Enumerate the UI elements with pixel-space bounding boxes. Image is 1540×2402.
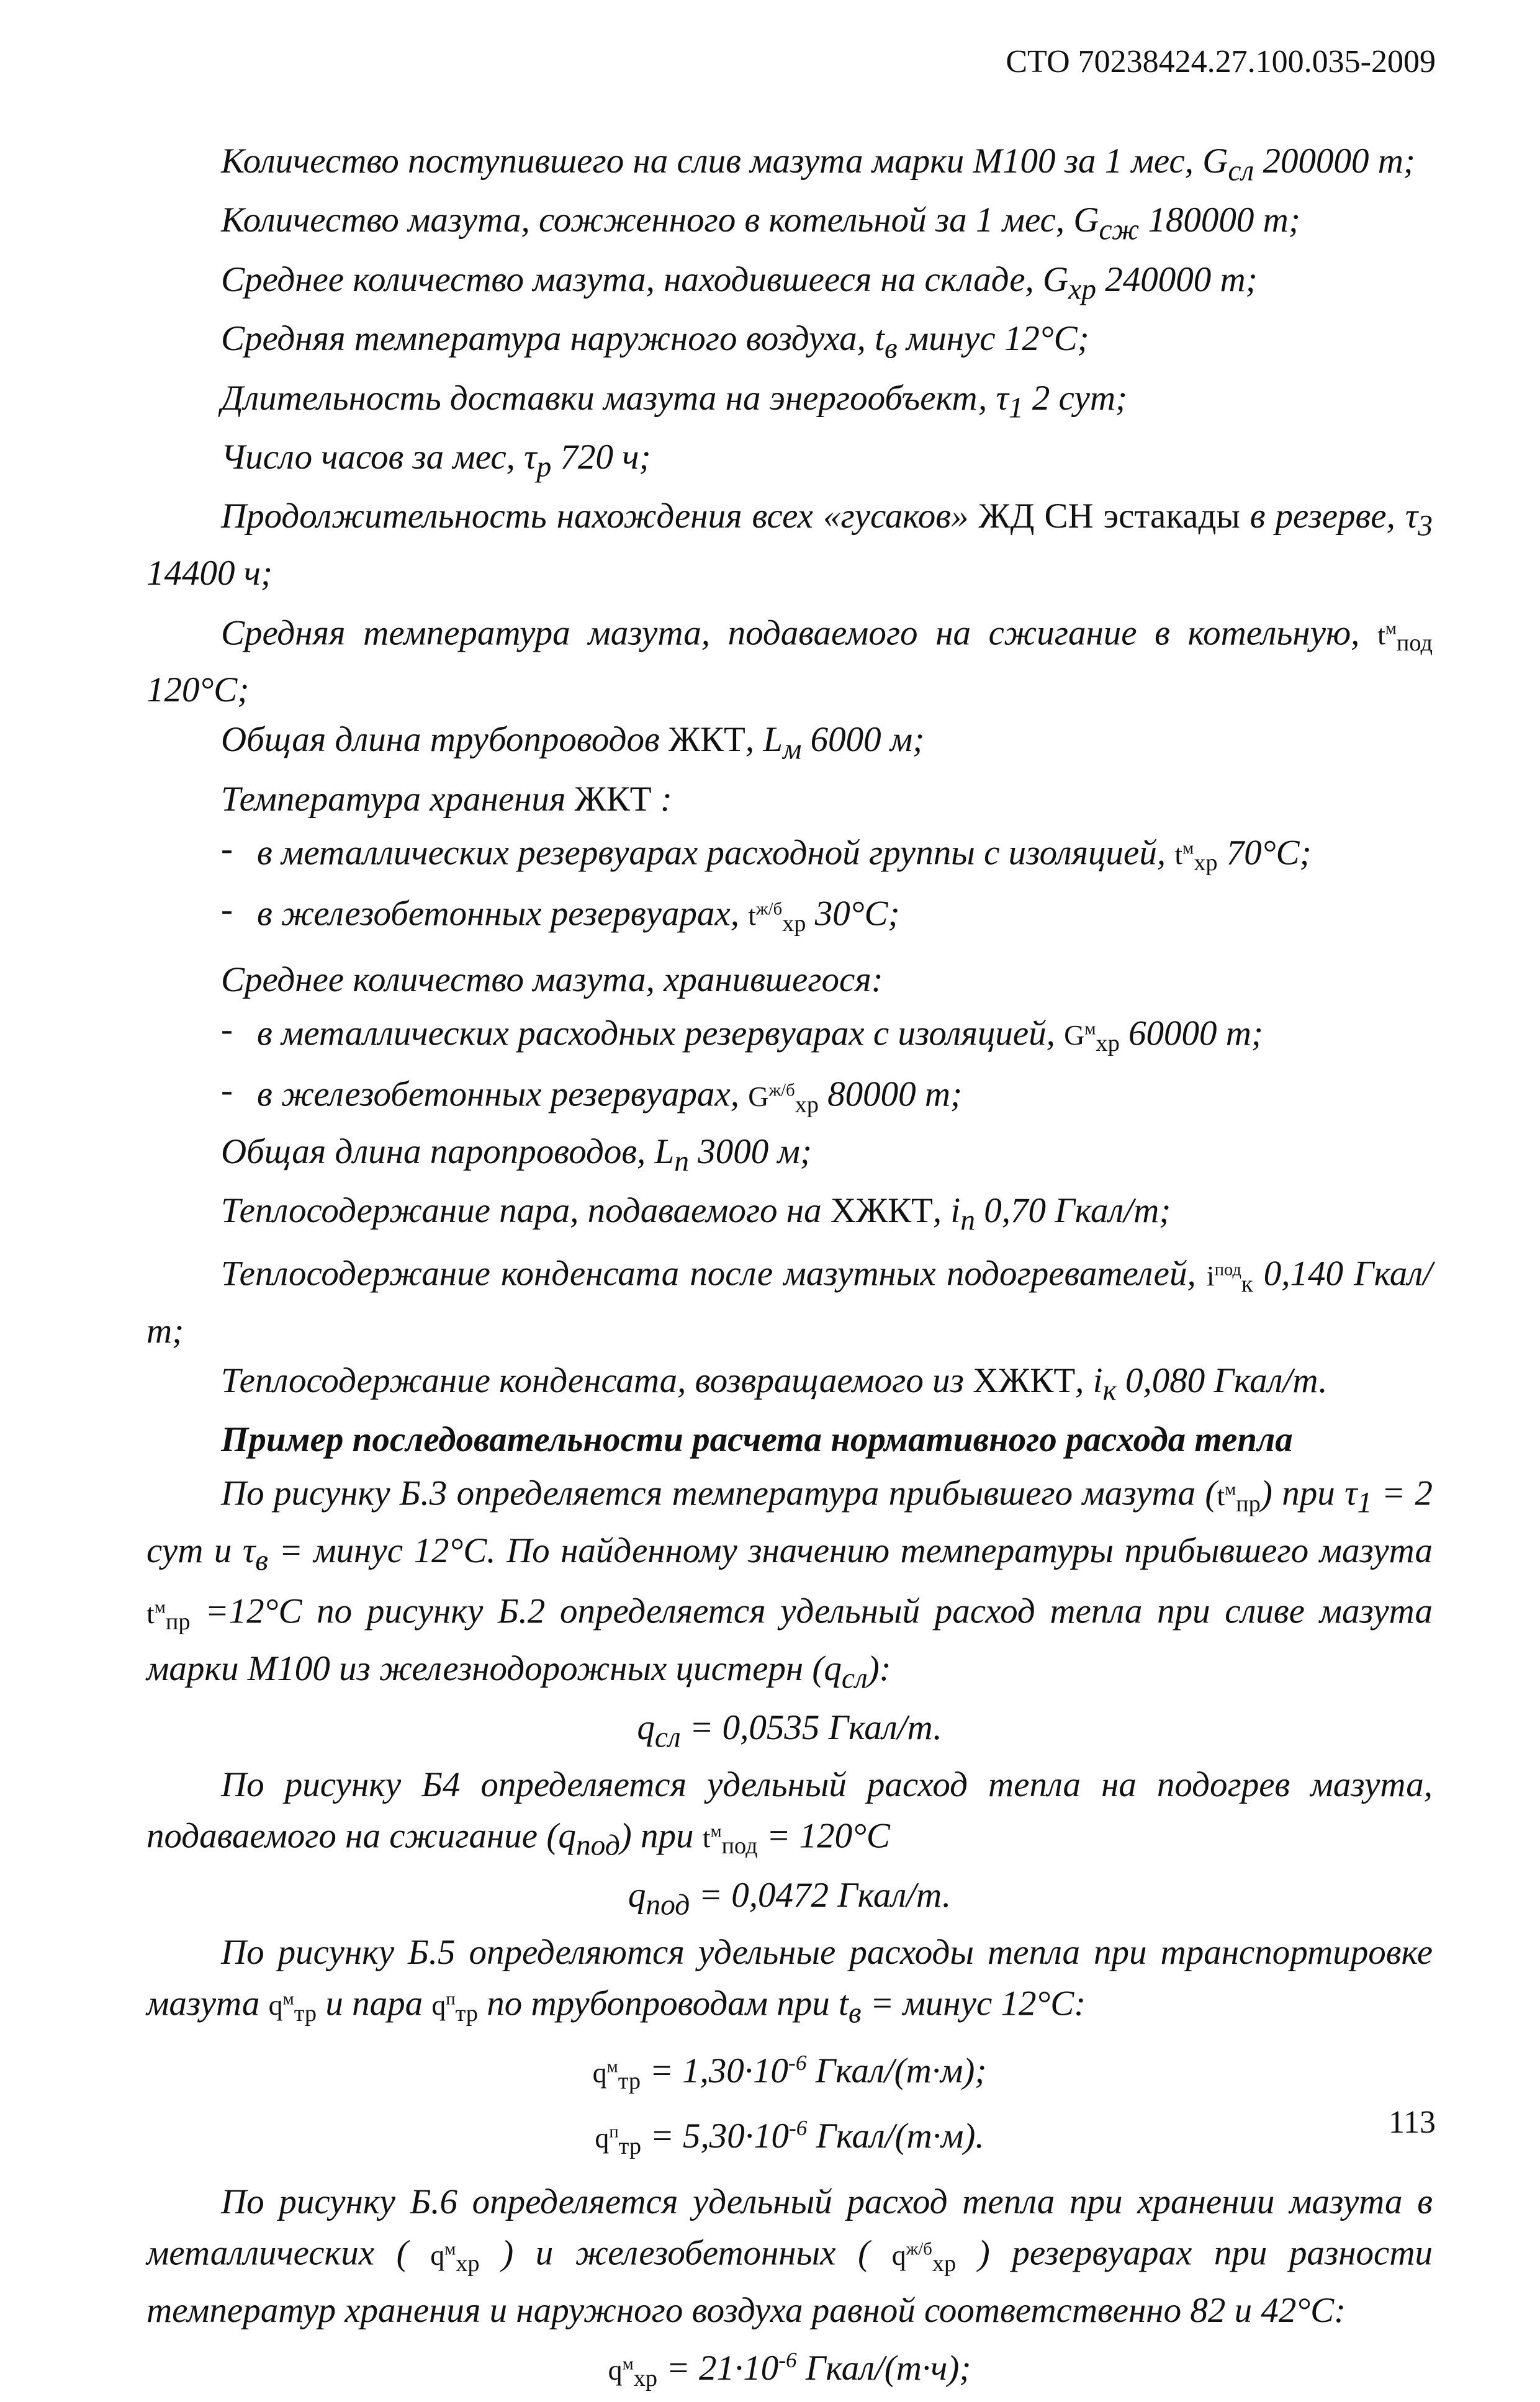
param-steam-enthalpy: Теплосодержание пара, подаваемого на ХЖКТ, $i_п$ 0,70 Гкал/т; xyxy=(221,1191,1171,1237)
param-reserve-duration: Продолжительность нахождения всех «гусаков» ЖД СН эстакады в резерве, $\tau_3$ 14400 ч; xyxy=(146,497,1433,593)
param-storage-temperature: Температура хранения ЖКТ : xyxy=(221,779,672,819)
document-code: СТО 70238424.27.100.035-2009 xyxy=(1006,44,1436,79)
list-item: - в металлических резервуарах расходной группы с изоляцией, $t^м_{хр}$ 70°С; xyxy=(221,829,1312,876)
document-body xyxy=(146,138,1433,2402)
param-stored-fuel-oil: Среднее количество мазута, находившееся на складе, $G_{хр}$ 240000 т; xyxy=(221,259,1258,306)
paragraph-storage-heat: По рисунку Б.6 определяется удельный расход тепла при хранении мазута в металлических ( $q^м_{хр}$ ) и железобетонных ( $q^{ж/б}_{хр}$ ) резервуарах при разности температур хранения и наружного воздуха равной соответственно 82 и 42°С: xyxy=(146,2182,1433,2330)
list-item: - в металлических расходных резервуарах с изоляцией, $G^м_{хр}$ 60000 т; xyxy=(221,1009,1263,1057)
paragraph-transport-heat: По рисунку Б.5 определяются удельные расходы тепла при транспортировке мазута $q^м_{тр}$ и пара $q^п_{тр}$ по трубопроводам при $t_в$ = минус 12°С: xyxy=(146,1932,1433,2030)
paragraph-heating-supply: По рисунку Б4 определяется удельный расход тепла на подогрев мазута, подаваемого на сжигание $(q_{под})$ при $t^м_{под} = 120^\circ С$ xyxy=(146,1765,1433,1862)
param-received-fuel-oil: Количество поступившего на слив мазута марки М100 за 1 мес, $G_{сл}$ 200000 т; xyxy=(221,142,1415,187)
param-condensate-enthalpy-heaters: Теплосодержание конденсата после мазутных подогревателей, $i^{под}_к$ 0,140 Гкал/т; xyxy=(146,1254,1433,1351)
page-number: 113 xyxy=(1388,2105,1436,2140)
paragraph-arrival-temperature: По рисунку Б.3 определяется температура прибывшего мазута $(t^м_{пр})$ при $\tau_1 = 2$ сут и $\tau_в$ = минус 12°С. По найденному значению температуры прибывшего мазута $t^м_{пр} =12^\circ С$ по рисунку Б.2 определяется удельный расход тепла при сливе мазута марки М100 из железнодорожных цистерн $(q_{сл})$: xyxy=(146,1473,1433,1695)
param-pipeline-length: Общая длина трубопроводов ЖКТ, $L_м$ 6000 м; xyxy=(221,720,925,766)
param-hours-per-month: Число часов за мес, $\tau_р$ 720 ч; xyxy=(221,437,651,484)
section-heading: Пример последовательности расчета нормативного расхода тепла xyxy=(221,1420,1293,1460)
param-condensate-enthalpy-returned: Теплосодержание конденсата, возвращаемого из ХЖКТ, $i_к$ 0,080 Гкал/т. xyxy=(221,1361,1328,1407)
param-outdoor-temperature: Средняя температура наружного воздуха, $t_в$ минус 12°С; xyxy=(221,319,1089,365)
list-item: - в железобетонных резервуарах, $t^{ж/б}_{хр}$ 30°С; xyxy=(221,890,900,937)
list-item: - в железобетонных резервуарах, $G^{ж/б}_{хр}$ 80000 т; xyxy=(221,1071,963,1118)
formula-q-storage-metal: $q^м_{хр} = 21\cdot 10^{-6}$ Гкал/(т·ч); xyxy=(608,2347,971,2392)
param-steam-pipeline-length: Общая длина паропроводов, $L_п$ 3000 м; xyxy=(221,1131,812,1178)
param-burned-fuel-oil: Количество мазута, сожженного в котельной за 1 мес, $G_{сж}$ 180000 т; xyxy=(221,200,1300,246)
formula-q-supply: $q_{под} = 0,0472$ Гкал/т. xyxy=(628,1876,952,1922)
param-delivery-duration: Длительность доставки мазута на энергообъект, $\tau_1$ 2 сут; xyxy=(221,378,1128,424)
param-supply-temperature: Средняя температура мазута, подаваемого на сжигание в котельную, $t^м_{под}$ 120°С; xyxy=(146,613,1433,710)
formula-q-transport-steam: $q^п_{тр} = 5,30\cdot 10^{-6}$ Гкал/(т·м). xyxy=(595,2116,984,2160)
formula-q-discharge: $q_{сл} = 0,0535$ Гкал/т. xyxy=(637,1708,942,1754)
param-stored-quantity: Среднее количество мазута, хранившегося: xyxy=(221,960,883,999)
formula-q-transport-oil: $q^м_{тр} = 1,30\cdot 10^{-6}$ Гкал/(т·м); xyxy=(592,2051,987,2095)
